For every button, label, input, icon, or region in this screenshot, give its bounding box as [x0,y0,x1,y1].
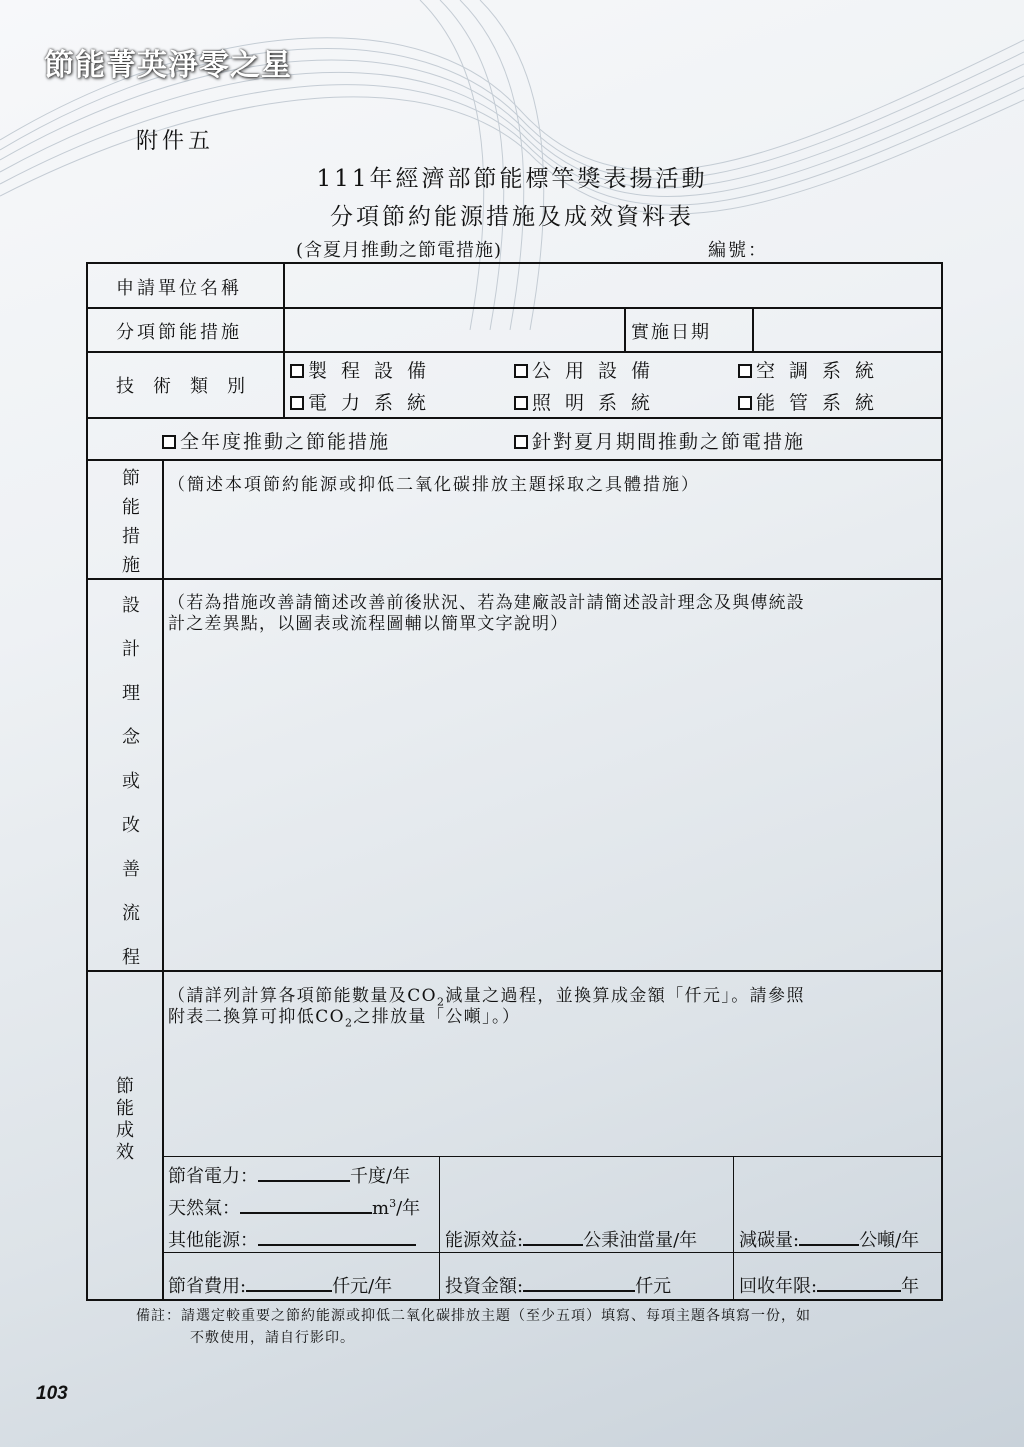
payback-input[interactable] [817,1276,901,1292]
design-hint-line1: （若為措施改善請簡述改善前後狀況、若為建廠設計請簡述設計理念及與傳統設 [168,593,805,613]
checkbox-icon[interactable] [738,396,752,410]
energy-measure-name-label: 分項節能措施 [116,322,242,343]
logo-text: 節能菁英淨零之星 [44,48,292,83]
checkbox-icon[interactable] [514,396,528,410]
data-form-table [86,262,943,1301]
footnote-line1: 備註：請選定較重要之節約能源或抑低二氧化碳排放主題（至少五項）填寫、每項主題各填寫一份，如 [136,1308,811,1324]
investment-row: 投資金額: 仟元 [445,1276,672,1297]
results-calculation-field[interactable] [168,1028,938,1152]
saved-power-input[interactable] [258,1166,350,1182]
other-energy-row: 其他能源： [168,1226,416,1252]
period-option-full-year[interactable]: 全年度推動之節能措施 [162,427,390,454]
tech-option-lighting-system[interactable]: 照明系統 [514,388,664,415]
footnote-line2: 不敷使用，請自行影印。 [190,1330,355,1346]
natural-gas-input[interactable] [240,1198,372,1214]
checkbox-icon[interactable] [514,435,528,449]
checkbox-icon[interactable] [290,396,304,410]
subtitle: (含夏月推動之節電措施) [296,240,503,261]
page-number: 103 [36,1383,68,1404]
title-line1: 111年經濟部節能標竿獎表揚活動 [316,166,708,192]
period-option-summer[interactable]: 針對夏月期間推動之節電措施 [514,427,805,454]
natural-gas-row: 天然氣： $m^3/$年 [168,1197,421,1219]
title-line2: 分項節約能源措施及成效資料表 [330,204,694,230]
energy-measure-section-label: 節 能 措 施 [122,468,140,576]
saved-power-row: 節省電力： 千度/年 [168,1166,411,1187]
tech-option-utility-equipment[interactable]: 公用設備 [514,356,664,383]
design-concept-section-label: 設 計 理 念 或 改 善 流 程 [122,595,140,968]
tech-option-hvac-system[interactable]: 空調系統 [738,356,888,383]
results-hint-line2: 附表二換算可抑低$CO_2$之排放量「公噸」。） [168,1007,521,1030]
saved-cost-input[interactable] [246,1276,332,1292]
applicant-name-field[interactable] [293,274,933,298]
energy-measure-hint: （簡述本項節約能源或抑低二氧化碳排放主題採取之具體措施） [168,475,700,495]
payback-row: 回收年限: 年 [739,1276,920,1297]
design-concept-field[interactable] [168,636,938,966]
applicant-name-label: 申請單位名稱 [116,278,242,299]
other-energy-input[interactable] [258,1230,416,1246]
number-label: 編號： [708,240,768,261]
attachment-label: 附件五 [136,129,215,154]
footnote [136,1305,811,1349]
carbon-reduction-input[interactable] [799,1230,859,1246]
tech-option-power-system[interactable]: 電力系統 [290,388,440,415]
investment-input[interactable] [523,1276,635,1292]
checkbox-icon[interactable] [290,364,304,378]
saved-cost-row: 節省費用: 仟元/年 [168,1276,393,1297]
carbon-reduction-row: 減碳量: 公噸/年 [739,1230,920,1251]
results-hint-line1: （請詳列計算各項節能數量及$CO_2$減量之過程，並換算成金額「仟元」。請參照 [168,986,805,1009]
design-hint-line2: 計之差異點，以圖表或流程圖輔以簡單文字說明） [168,614,569,634]
checkbox-icon[interactable] [162,435,176,449]
energy-measure-field[interactable] [168,496,938,574]
checkbox-icon[interactable] [738,364,752,378]
energy-measure-name-field[interactable] [293,318,613,342]
implementation-date-field[interactable] [760,318,935,342]
checkbox-icon[interactable] [514,364,528,378]
implementation-date-label: 實施日期 [631,322,711,343]
tech-type-label: 技術類別 [116,376,264,397]
tech-option-energy-management-system[interactable]: 能管系統 [738,388,888,415]
tech-option-process-equipment[interactable]: 製程設備 [290,356,440,383]
energy-benefit-row: 能源效益: 公秉油當量/年 [445,1230,698,1251]
energy-benefit-input[interactable] [523,1230,583,1246]
energy-results-section-label: 節 能 成 效 [116,1076,134,1163]
